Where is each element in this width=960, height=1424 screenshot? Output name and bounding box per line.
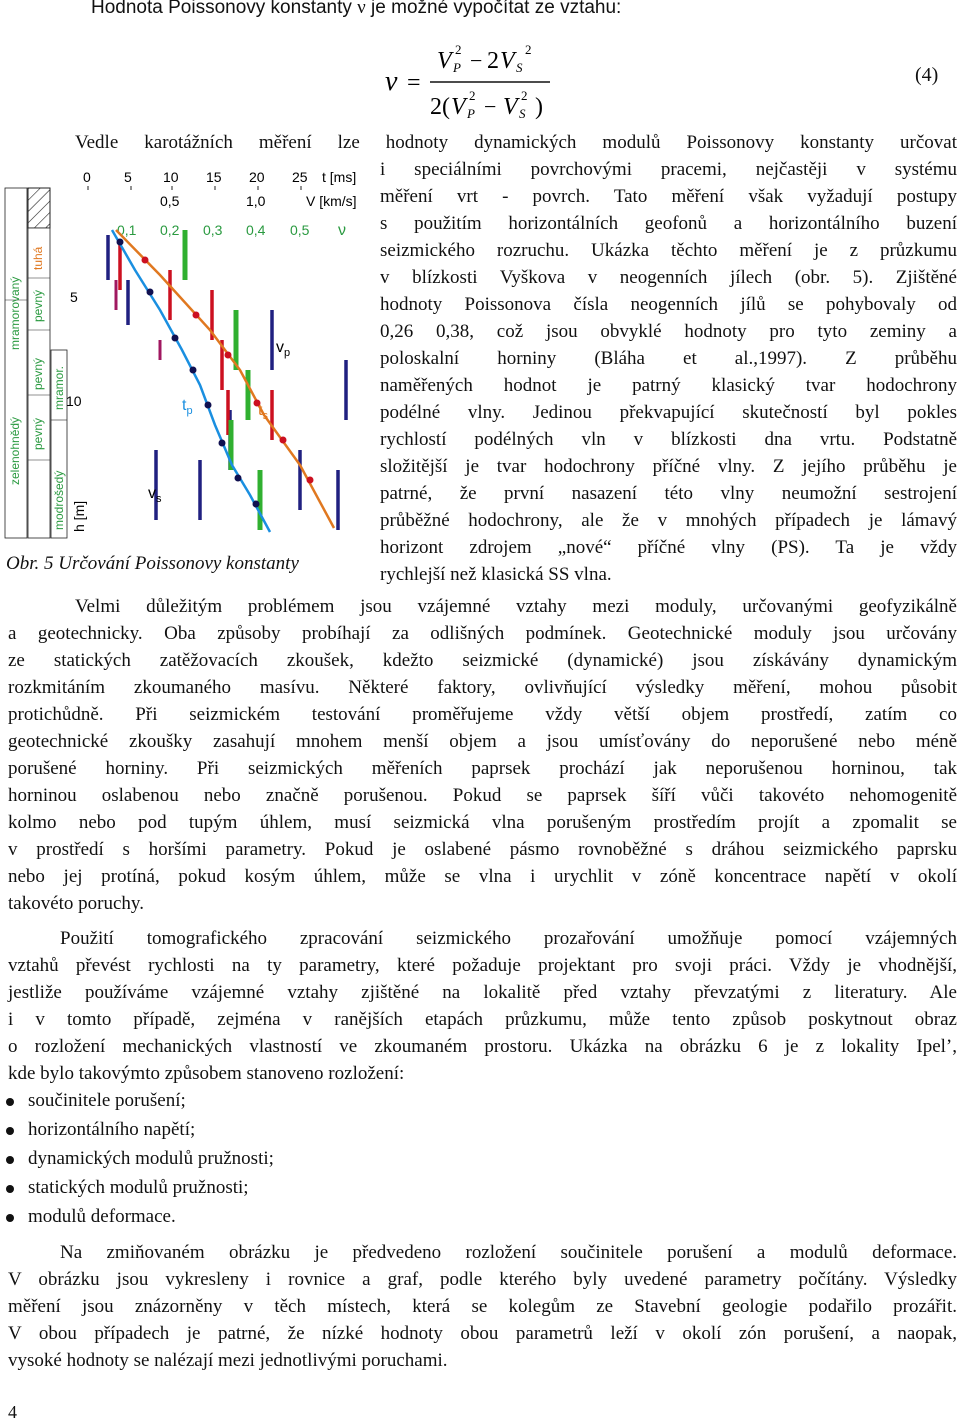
label-tp: $t_p$ [182, 397, 193, 417]
svg-text:2: 2 [487, 48, 499, 74]
nu-symbol: ν [357, 0, 366, 18]
nu-tick-0-5: 0,5 [290, 222, 310, 238]
equation-number: (4) [915, 64, 939, 86]
svg-text:2: 2 [469, 88, 476, 103]
h-axis-label: h [m] [71, 500, 87, 532]
bullet-item-3 [6, 1175, 249, 1201]
svg-text:): ) [535, 94, 543, 120]
figure-5-graphic [0, 160, 372, 580]
t-tick-5: 5 [124, 169, 132, 185]
para4-line-0: Na zmiňovaném obrázku je předvedeno rozložení součinitele porušení a modulů deformace. [60, 1242, 957, 1263]
v-tick-0-5: 0,5 [160, 193, 180, 209]
para1-line-16: rychlejší než klasická SS vlna. [380, 564, 612, 585]
para2-line-11: takovéto poruchy. [8, 893, 144, 914]
layer-label-3: pevný [31, 289, 45, 322]
h-tick-5: 5 [70, 289, 78, 305]
para3-line-3: i v tomto případě, zejména v ranějších etapách průzkumu, může tento způsob poskytnout obraz [8, 1009, 957, 1030]
intro-prefix: Hodnota Poissonovy konstanty [91, 0, 352, 18]
para1-line-10: podélné vlny. Jedinou překvapující skutečností byl pokles [380, 402, 957, 423]
para3-line-4: o rozložení mechanických vlastností ve zkoumaném prostoru. Ukázka na obrázku 6 je z lokality Ipel’, [8, 1036, 957, 1057]
para4-line-4: vysoké hodnoty se nalézají mezi jednotlivými poruchami. [8, 1350, 448, 1371]
layer-label-0: zelenohnědý [8, 416, 22, 485]
bullet-text: modulů deformace. [28, 1206, 176, 1227]
bullet-item-2 [6, 1146, 274, 1172]
svg-text:P: P [453, 60, 461, 75]
label-vs: $v_s$ [148, 485, 162, 505]
para2-line-4: protichůdně. Při seizmickém testování proměřujeme vždy větší objem prostředí, zatím co [8, 704, 957, 725]
layer-label-1: mramorovaný [8, 276, 22, 350]
layer-label-7: pevný [31, 417, 45, 450]
layer-label-6: pevný [31, 357, 45, 390]
nu-tick-0-4: 0,4 [246, 222, 266, 238]
para4-line-2: měření jsou znázorněny v těch místech, která se kolegům ze Stavební geologie podařilo prozářit. [8, 1296, 957, 1317]
nu-tick-0-2: 0,2 [160, 222, 180, 238]
svg-text:V: V [451, 94, 466, 120]
bullet-text: horizontálního napětí; [28, 1119, 196, 1140]
para4-line-3: V obou případech je patrné, že nízké hodnoty obou parametrů leží v okolí zón porušení, a naopak, [8, 1323, 957, 1344]
figure-caption: Obr. 5 Určování Poissonovy konstanty [6, 553, 299, 574]
para2-line-2: ze statických zatěžovacích zkoušek, kdežto seizmické (dynamické) jsou získávány dynamickým [8, 650, 957, 671]
t-tick-0: 0 [83, 169, 91, 185]
svg-text:ν: ν [385, 66, 398, 97]
svg-text:2: 2 [455, 42, 462, 57]
nu-tick-0-1: 0,1 [117, 222, 137, 238]
para1-line-0: Vedle karotážních měření lze hodnoty dynamických modulů Poissonovy konstanty určovat [75, 132, 957, 153]
v-axis-label: V [km/s] [306, 193, 357, 209]
para1-line-1: i speciálními povrchovými pracemi, nejčastěji v systému [380, 159, 957, 180]
svg-text:2(: 2( [430, 94, 450, 120]
para2-line-6: porušené horniny. Při seizmických měřeních paprsek prochází jak neporušenou horninou, tak [8, 758, 957, 779]
para1-line-7: 0,26 0,38, což jsou obvyklé hodnoty pro tyto zeminy a [380, 321, 957, 342]
para2-line-9: v prostředí s horšími parametry. Pokud je oslabené pásmo rovnoběžné s dráhou seizmického paprsku [8, 839, 957, 860]
para4-line-1: V obrázku jsou vykresleny i rovnice a graf, podle kterého byly uvedené parametry počítány. Výsledky [8, 1269, 957, 1290]
nu-tick-0-3: 0,3 [203, 222, 223, 238]
para2-line-10: nebo jej protíná, pokud kosým úhlem, může se vlna i urychlit v zóně koncentrace napětí v okolí [8, 866, 957, 887]
svg-text:V: V [437, 48, 452, 74]
para1-line-11: rychlostí podélných vln v blízkosti dna vrtu. Podstatně [380, 429, 957, 450]
para2-line-1: a geotechnicky. Oba způsoby probíhají za odlišných podmínek. Geotechnické moduly jsou určovány [8, 623, 957, 644]
para1-line-12: složitější je tvar hodochrony příčné vlny. Z jejího průběhu je [380, 456, 957, 477]
para1-line-4: seizmického rozruchu. Ukázka těchto měření je z průzkumu [380, 240, 957, 261]
para2-line-7: horninou oslabenou nebo značně porušenou. Pokud se paprsek šíří vůči takovéto nehomogenitě [8, 785, 957, 806]
bullet-dot-icon [6, 1156, 14, 1164]
svg-text:=: = [407, 70, 421, 96]
bullet-text: statických modulů pružnosti; [28, 1177, 249, 1198]
intro-suffix: je možné vypočítat ze vztahu: [365, 0, 622, 18]
bullet-item-0 [6, 1088, 186, 1114]
bullet-dot-icon [6, 1127, 14, 1135]
para1-line-9: naměřených hodnot je patrný klasický tvar hodochrony [380, 375, 957, 396]
para1-line-5: v blízkosti Vyškova v neogenních jílech (obr. 5). Zjištěné [380, 267, 957, 288]
para1-line-14: průběžné hodochrony, ale že v mnohých případech je lámavý [380, 510, 957, 531]
bullet-dot-icon [6, 1098, 14, 1106]
para3-line-5: kde bylo takovýmto způsobem stanoveno rozložení: [8, 1063, 405, 1084]
t-tick-25: 25 [292, 169, 308, 185]
bullet-text: dynamických modulů pružnosti; [28, 1148, 274, 1169]
svg-text:V: V [500, 48, 515, 74]
label-ts: $t_s$ [258, 402, 268, 422]
para3-line-0: Použití tomografického zpracování seizmického prozařování umožňuje pomocí vzájemných [60, 928, 957, 949]
layer-label-5: modrošedý [52, 470, 66, 530]
svg-text:S: S [516, 60, 523, 75]
svg-text:−: − [484, 94, 497, 119]
svg-text:2: 2 [525, 42, 532, 57]
label-vp: $v_p$ [276, 339, 291, 359]
para3-line-2: jestliže používáme vzájemné vztahy zjištěné na lokalitě před vztahy převzatými z literatury. Ale [8, 982, 957, 1003]
nu-axis-label: ν [338, 222, 346, 239]
layer-label-4: mramor. [52, 365, 66, 410]
intro-line [91, 0, 621, 21]
poisson-formula [385, 38, 585, 123]
para2-line-3: rozkmitáním zkoumaného masívu. Některé faktory, ovlivňující výsledky měření, mohou působit [8, 677, 957, 698]
svg-text:2: 2 [521, 88, 528, 103]
para2-line-0: Velmi důležitým problémem jsou vzájemné vztahy mezi moduly, určovanými geofyzikálně [75, 596, 957, 617]
para3-line-1: vztahů převést rychlosti na ty parametry, které požaduje projektant pro svoji práci. Vždy je vhodnější, [8, 955, 957, 976]
t-axis-label: t [ms] [322, 169, 357, 185]
para1-line-3: s použitím horizontálních geofonů a horizontálního buzení [380, 213, 957, 234]
para2-line-8: kolmo nebo pod tupým úhlem, musí seizmická vlna porušeným prostředím projít a zpomalit se [8, 812, 957, 833]
layer-label-2: tuhá [31, 246, 45, 270]
page-number: 4 [8, 1402, 17, 1422]
para2-line-5: geotechnické zkoušky zasahují mnohem menší objem a jsou umísťovány do neporušené nebo méně [8, 731, 957, 752]
t-tick-10: 10 [163, 169, 179, 185]
para1-line-6: hodnoty Poissonova čísla neogenních jílů se pohybovaly od [380, 294, 957, 315]
para1-line-13: patrné, že první nasazení této vlny neumožní sestrojení [380, 483, 957, 504]
figure-5 [0, 160, 372, 580]
bullet-dot-icon [6, 1214, 14, 1222]
bullet-item-1 [6, 1117, 195, 1143]
borehole-hatch [28, 188, 50, 228]
svg-text:V: V [503, 94, 518, 120]
t-tick-15: 15 [206, 169, 222, 185]
bullet-dot-icon [6, 1185, 14, 1193]
bullet-item-4 [6, 1204, 176, 1230]
bullet-text: součinitele porušení; [28, 1090, 186, 1111]
para1-line-15: horizont zdrojem „nové“ příčné vlny (PS). Ta je vždy [380, 537, 957, 558]
svg-text:−: − [470, 48, 483, 73]
svg-text:P: P [467, 106, 475, 121]
t-tick-20: 20 [249, 169, 265, 185]
v-tick-1-0: 1,0 [246, 193, 266, 209]
para1-line-2: měření vrt - povrch. Tato měření však vyžadují postupy [380, 186, 957, 207]
h-tick-10: 10 [66, 393, 82, 409]
svg-text:S: S [519, 106, 526, 121]
para1-line-8: poloskalní horniny (Bláha et al.,1997). Z průběhu [380, 348, 957, 369]
